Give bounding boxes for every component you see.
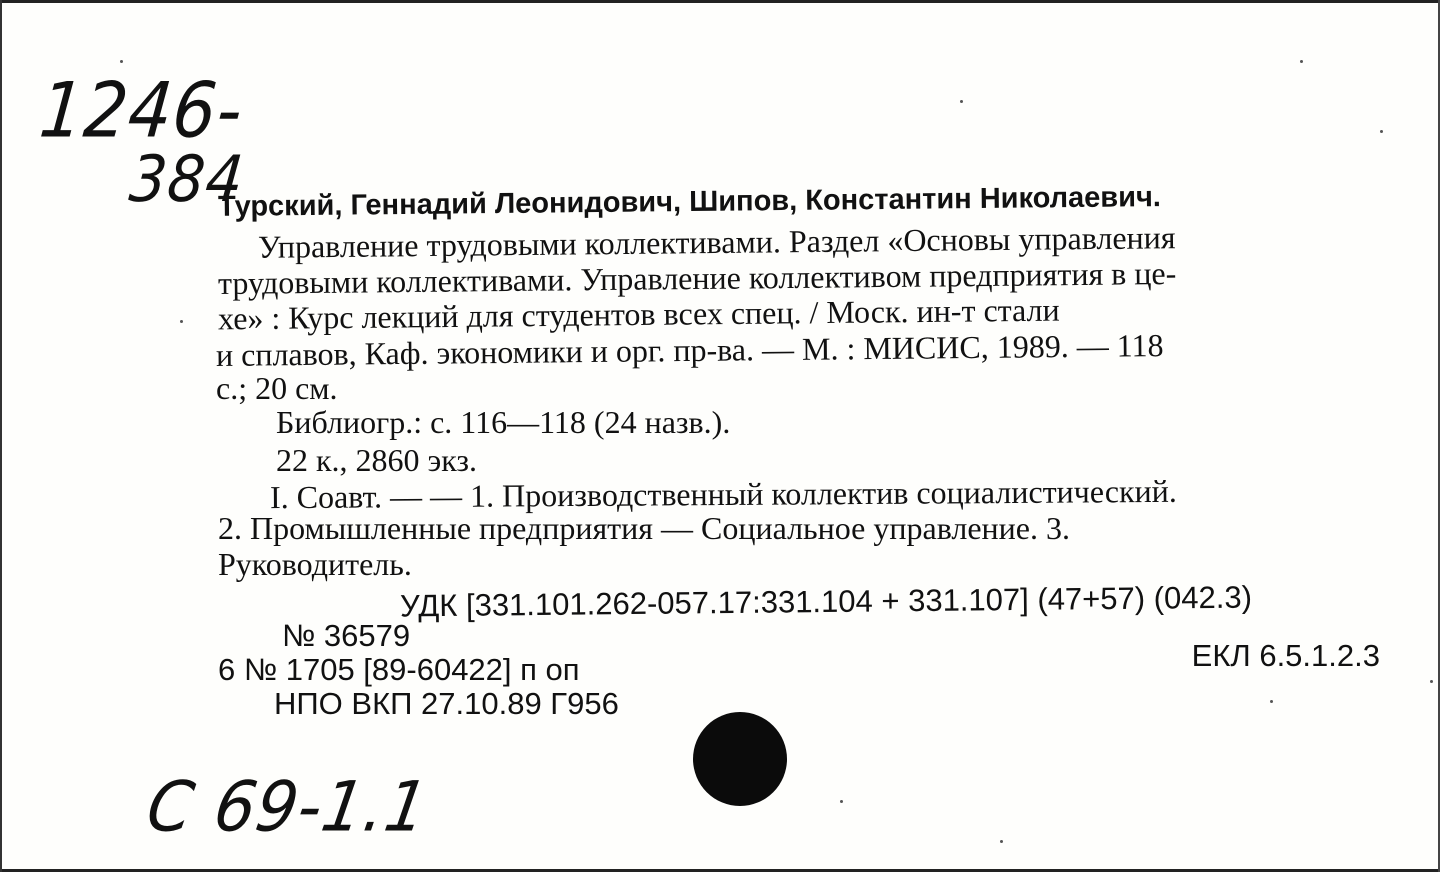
udc-classification: УДК [331.101.262-057.17:331.104 + 331.107] (47+57) (042.3) bbox=[399, 579, 1253, 624]
card-top-edge bbox=[0, 0, 1440, 3]
card-number: № 36579 bbox=[282, 618, 411, 653]
scan-speck bbox=[180, 320, 183, 323]
handwritten-shelf-mark-line1: 1246- bbox=[35, 67, 247, 156]
description-line-4: и сплавов, Каф. экономики и орг. пр-ва. — М. : МИСИС, 1989. — 118 bbox=[215, 327, 1164, 373]
tracings-line-3: Руководитель. bbox=[218, 546, 412, 582]
description-line-3: хе» : Курс лекций для студентов всех спец. / Моск. ин-т стали bbox=[217, 291, 1060, 337]
scan-speck bbox=[1430, 680, 1433, 683]
handwritten-inventory-code: С 69-1.1 bbox=[141, 768, 434, 848]
description-line-2: трудовыми коллективами. Управление коллективом предприятия в це- bbox=[217, 254, 1177, 302]
tracings-line-2: 2. Промышленные предприятия — Социальное управление. 3. bbox=[218, 510, 1070, 546]
scan-speck bbox=[1270, 700, 1273, 703]
publisher-line: НПО ВКП 27.10.89 Г956 bbox=[274, 686, 619, 721]
order-line: 6 № 1705 [89-60422] п оп bbox=[218, 652, 580, 687]
ekl-code: ЕКЛ 6.5.1.2.3 bbox=[1191, 638, 1380, 673]
bibliography-note: Библиогр.: с. 116—118 (24 назв.). bbox=[276, 404, 731, 440]
tracings-line-1: I. Соавт. — — 1. Производственный коллектив социалистический. bbox=[269, 472, 1177, 516]
description-line-1: Управление трудовыми коллективами. Раздел «Основы управления bbox=[257, 219, 1176, 265]
scan-speck bbox=[1000, 840, 1003, 843]
scan-speck bbox=[1380, 130, 1383, 133]
scan-speck bbox=[960, 100, 963, 103]
scan-speck bbox=[1300, 60, 1303, 63]
price-and-copies: 22 к., 2860 экз. bbox=[276, 442, 478, 478]
card-heading-authors: Турский, Геннадий Леонидович, Шипов, Константин Николаевич. bbox=[217, 181, 1162, 223]
card-left-edge bbox=[0, 0, 2, 872]
scan-speck bbox=[120, 60, 123, 63]
scan-speck bbox=[840, 800, 843, 803]
description-line-5: с.; 20 см. bbox=[216, 370, 338, 406]
handwritten-shelf-mark-line2: 384 bbox=[126, 141, 248, 217]
card-punch-hole bbox=[693, 712, 787, 806]
